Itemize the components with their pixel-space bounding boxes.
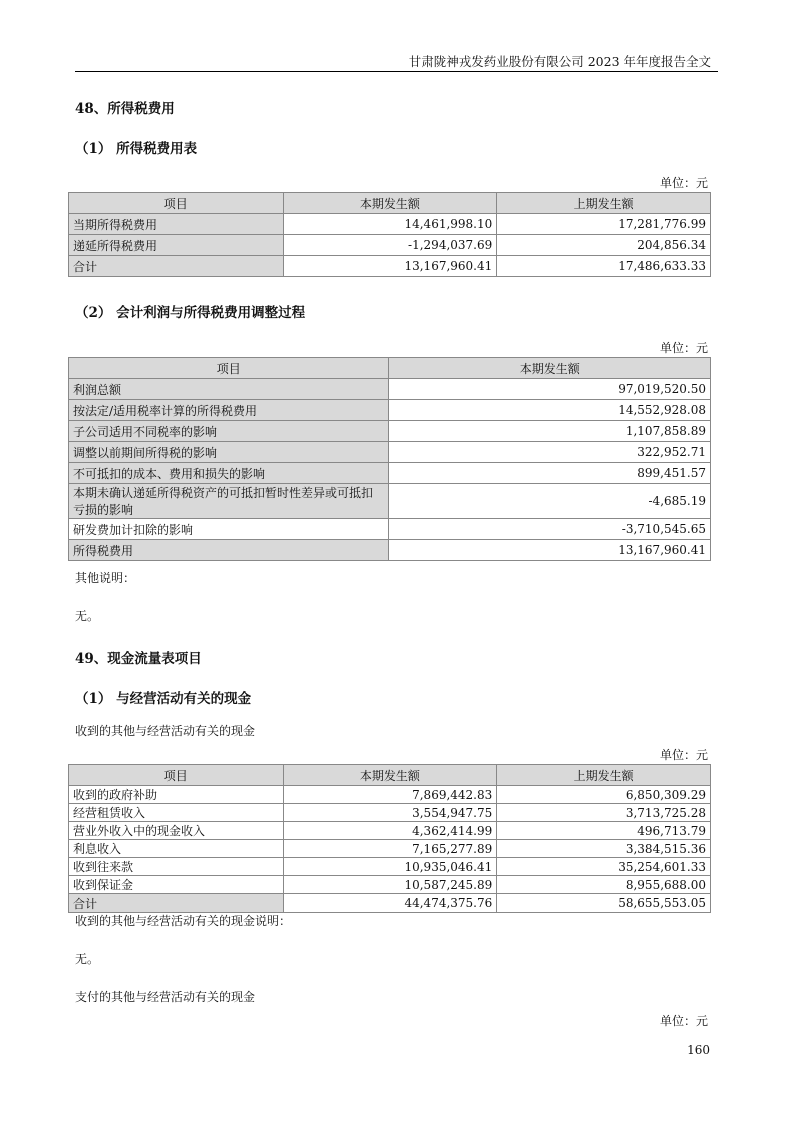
table-row: [69, 786, 711, 804]
column-header: 本期发生额: [283, 193, 497, 214]
row-label: 按法定/适用税率计算的所得税费用: [69, 400, 389, 421]
value-cell: 1,107,858.89: [389, 421, 711, 442]
value-cell: 6,850,309.29: [497, 786, 711, 804]
page-number: 160: [687, 1043, 710, 1057]
value-cell: 3,713,725.28: [497, 804, 711, 822]
value-cell: 204,856.34: [497, 235, 711, 256]
table-row: [69, 519, 711, 540]
income-tax-expense-table: [68, 192, 711, 277]
table-row: [69, 256, 711, 277]
table-row: [69, 421, 711, 442]
table-row: [69, 540, 711, 561]
column-header: 项目: [69, 765, 284, 786]
column-header: 项目: [69, 193, 284, 214]
table-row: [69, 876, 711, 894]
row-label: 利润总额: [69, 379, 389, 400]
column-header: 上期发生额: [497, 765, 711, 786]
other-notes-text: 无。: [75, 609, 100, 623]
column-header: 本期发生额: [389, 358, 711, 379]
row-label: 所得税费用: [69, 540, 389, 561]
row-label: 利息收入: [69, 840, 284, 858]
value-cell: 10,935,046.41: [283, 858, 497, 876]
table-row: [69, 484, 711, 519]
other-notes-label: 其他说明：: [75, 571, 136, 585]
unit-label: 单位：元: [659, 176, 708, 190]
section-49-title: 49、现金流量表项目: [75, 651, 202, 667]
value-cell: 7,165,277.89: [283, 840, 497, 858]
value-cell: -1,294,037.69: [283, 235, 497, 256]
value-cell: 44,474,375.76: [283, 894, 497, 913]
value-cell: 496,713.79: [497, 822, 711, 840]
column-header: 上期发生额: [497, 193, 711, 214]
table-row: [69, 858, 711, 876]
table-row: [69, 840, 711, 858]
value-cell: 17,281,776.99: [497, 214, 711, 235]
row-label: 递延所得税费用: [69, 235, 284, 256]
value-cell: -4,685.19: [389, 484, 711, 519]
table-row: [69, 442, 711, 463]
value-cell: -3,710,545.65: [389, 519, 711, 540]
operating-cash-received-table: [68, 764, 711, 913]
header-rule: [75, 71, 718, 72]
column-header: 项目: [69, 358, 389, 379]
tax-reconciliation-table: [68, 357, 711, 561]
row-label: 研发费加计扣除的影响: [69, 519, 389, 540]
table-row: [69, 822, 711, 840]
unit-label: 单位：元: [659, 1014, 708, 1028]
column-header: 本期发生额: [283, 765, 497, 786]
value-cell: 899,451.57: [389, 463, 711, 484]
value-cell: 322,952.71: [389, 442, 711, 463]
unit-label: 单位：元: [659, 748, 708, 762]
subsection-title: （1） 与经营活动有关的现金: [75, 691, 252, 707]
value-cell: 97,019,520.50: [389, 379, 711, 400]
value-cell: 17,486,633.33: [497, 256, 711, 277]
row-label: 本期未确认递延所得税资产的可抵扣暂时性差异或可抵扣亏损的影响: [69, 484, 389, 519]
row-label: 经营租赁收入: [69, 804, 284, 822]
table-row: [69, 214, 711, 235]
paragraph: 收到的其他与经营活动有关的现金: [75, 724, 256, 738]
value-cell: 8,955,688.00: [497, 876, 711, 894]
paragraph: 无。: [75, 952, 100, 966]
paragraph: 支付的其他与经营活动有关的现金: [75, 990, 256, 1004]
table-row: [69, 400, 711, 421]
section-48-title: 48、所得税费用: [75, 101, 175, 117]
row-label: 调整以前期间所得税的影响: [69, 442, 389, 463]
value-cell: 3,384,515.36: [497, 840, 711, 858]
value-cell: 35,254,601.33: [497, 858, 711, 876]
table-row: [69, 235, 711, 256]
subsection-title: （1） 所得税费用表: [75, 141, 198, 157]
unit-label: 单位：元: [659, 341, 708, 355]
table-row: [69, 894, 711, 913]
table-header-row: [69, 193, 711, 214]
value-cell: 10,587,245.89: [283, 876, 497, 894]
value-cell: 58,655,553.05: [497, 894, 711, 913]
table-row: [69, 804, 711, 822]
table-header-row: [69, 765, 711, 786]
row-label: 合计: [69, 256, 284, 277]
running-header: 甘肃陇神戎发药业股份有限公司 2023 年年度报告全文: [408, 54, 711, 69]
value-cell: 14,552,928.08: [389, 400, 711, 421]
row-label: 收到往来款: [69, 858, 284, 876]
table-row: [69, 379, 711, 400]
row-label: 不可抵扣的成本、费用和损失的影响: [69, 463, 389, 484]
row-label: 合计: [69, 894, 284, 913]
value-cell: 4,362,414.99: [283, 822, 497, 840]
value-cell: 7,869,442.83: [283, 786, 497, 804]
row-label: 当期所得税费用: [69, 214, 284, 235]
row-label: 营业外收入中的现金收入: [69, 822, 284, 840]
table-header-row: [69, 358, 711, 379]
value-cell: 13,167,960.41: [389, 540, 711, 561]
row-label: 子公司适用不同税率的影响: [69, 421, 389, 442]
paragraph: 收到的其他与经营活动有关的现金说明：: [75, 914, 292, 928]
row-label: 收到的政府补助: [69, 786, 284, 804]
value-cell: 3,554,947.75: [283, 804, 497, 822]
subsection-title: （2） 会计利润与所得税费用调整过程: [75, 305, 306, 321]
table-row: [69, 463, 711, 484]
row-label: 收到保证金: [69, 876, 284, 894]
value-cell: 14,461,998.10: [283, 214, 497, 235]
value-cell: 13,167,960.41: [283, 256, 497, 277]
